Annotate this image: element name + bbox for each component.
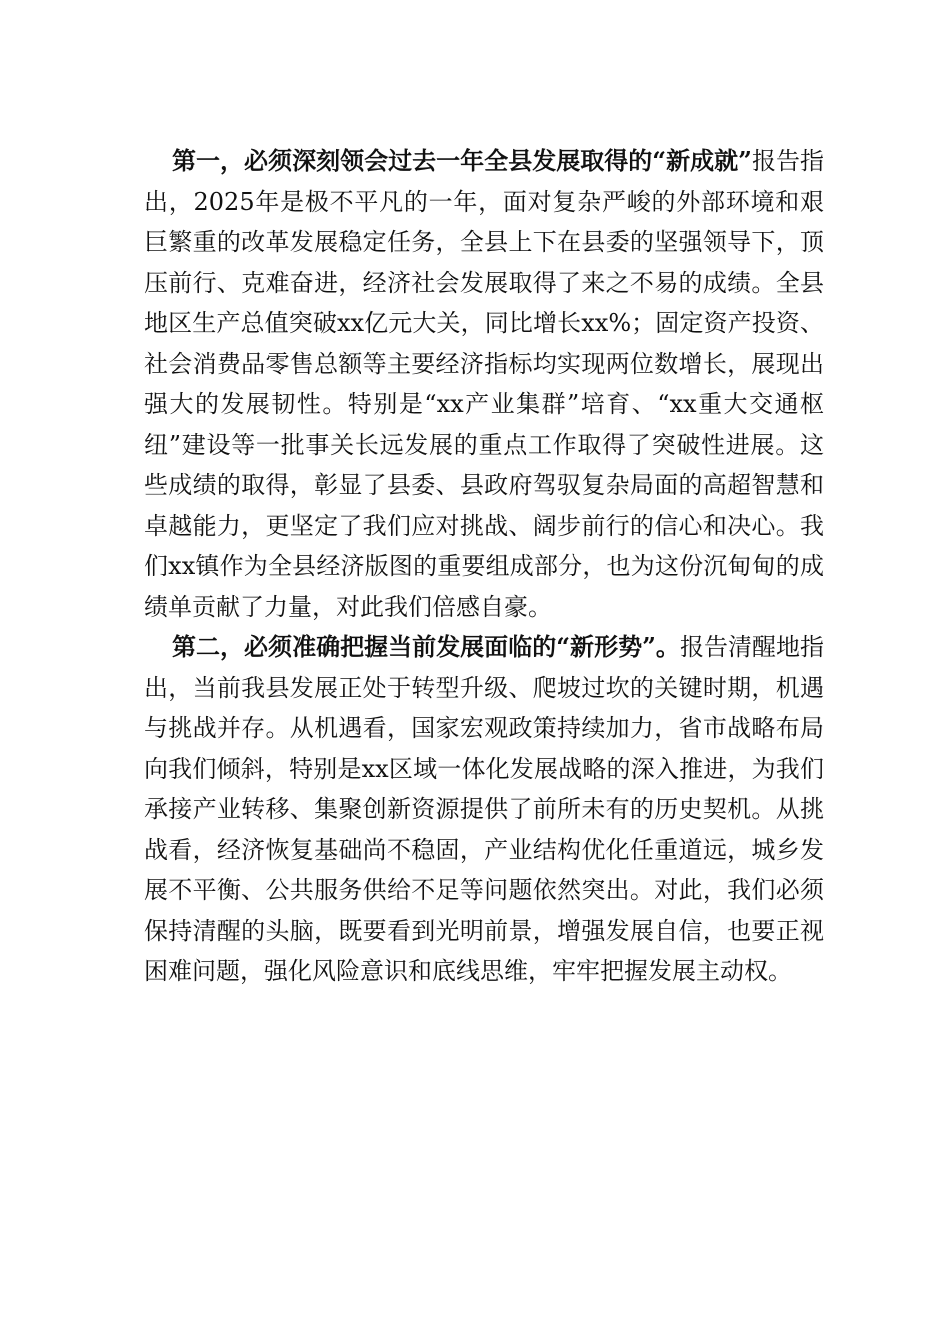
section-2-paragraph xyxy=(144,627,824,992)
section-1-body: 报告指出，2025年是极不平凡的一年，面对复杂严峻的外部环境和艰巨繁重的改革发展稳定任务，全县上下在县委的坚强领导下，顶压前行、克难奋进，经济社会发展取得了来之不易的成绩。全县地区生产总值突破xx亿元大关，同比增长xx%；固定资产投资、社会消费品零售总额等主要经济指标均实现两位数增长，展现出强大的发展韧性。特别是“xx产业集群”培育、“xx重大交通枢纽”建设等一批事关长远发展的重点工作取得了突破性进展。这些成绩的取得，彰显了县委、县政府驾驭复杂局面的高超智慧和卓越能力，更坚定了我们应对挑战、阔步前行的信心和决心。我们xx镇作为全县经济版图的重要组成部分，也为这份沉甸甸的成绩单贡献了力量，对此我们倍感自豪。 xyxy=(144,147,825,621)
section-2-body: 报告清醒地指出，当前我县发展正处于转型升级、爬坡过坎的关键时期，机遇与挑战并存。从机遇看，国家宏观政策持续加力，省市战略布局向我们倾斜，特别是xx区域一体化发展战略的深入推进，为我们承接产业转移、集聚创新资源提供了前所未有的历史契机。从挑战看，经济恢复基础尚不稳固，产业结构优化任重道远，城乡发展不平衡、公共服务供给不足等问题依然突出。对此，我们必须保持清醒的头脑，既要看到光明前景，增强发展自信，也要正视困难问题，强化风险意识和底线思维，牢牢把握发展主动权。 xyxy=(144,633,825,985)
section-2-heading: 第二，必须准确把握当前发展面临的“新形势”。 xyxy=(172,632,680,661)
section-1-paragraph xyxy=(144,141,824,627)
section-1-heading: 第一，必须深刻领会过去一年全县发展取得的“新成就” xyxy=(172,146,752,175)
document-body xyxy=(144,141,824,992)
